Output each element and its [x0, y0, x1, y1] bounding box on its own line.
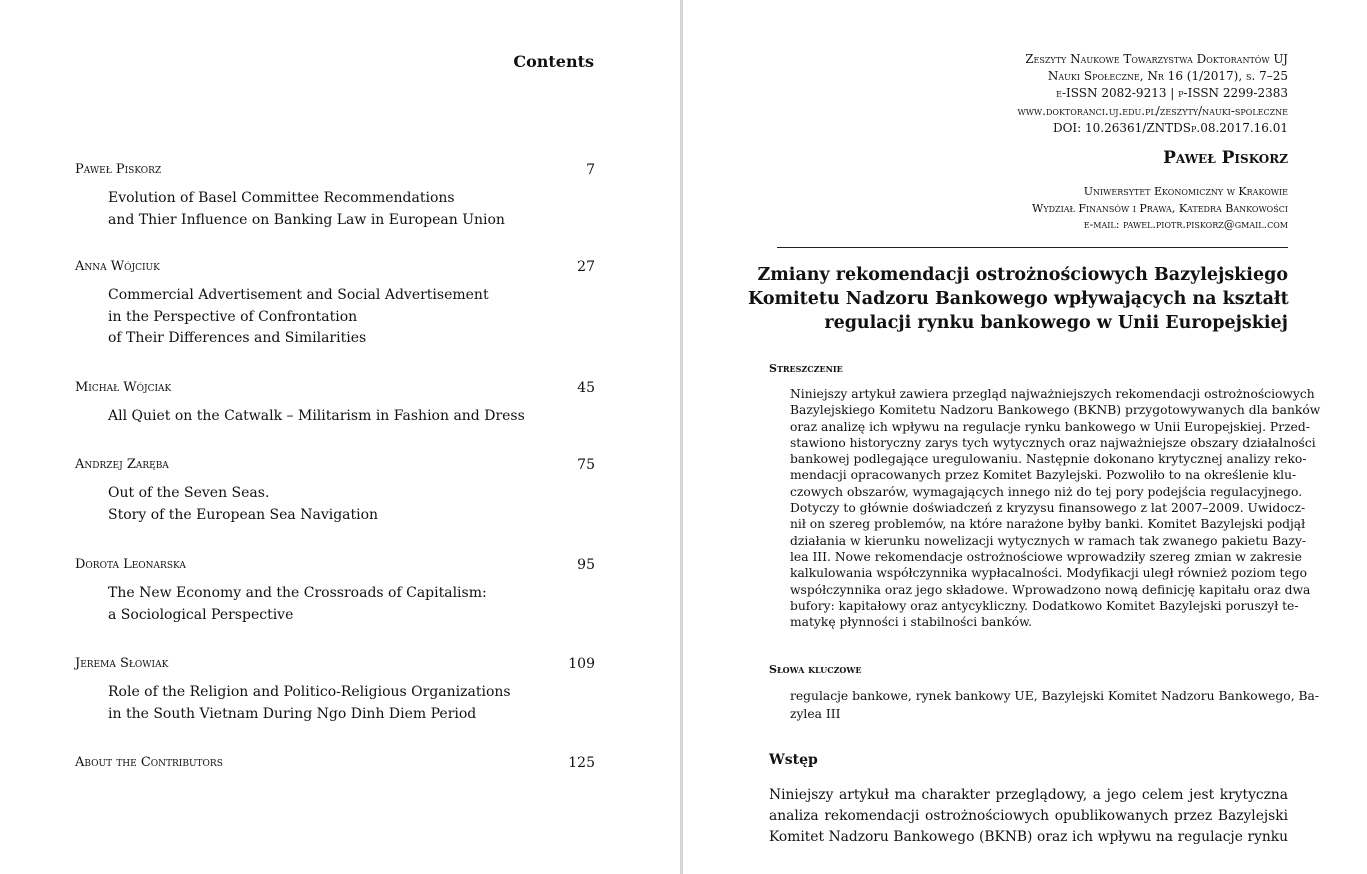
- toc-entry-page-number: 45: [577, 380, 595, 396]
- journal-header: [1017, 51, 1288, 137]
- article-page: [683, 0, 1367, 874]
- toc-entry-title-line: a Sociological Perspective: [108, 606, 294, 623]
- journal-url[interactable]: www.doktoranci.uj.edu.pl/zeszyty/nauki-spoleczne: [1017, 103, 1288, 118]
- introduction-text: [769, 785, 1288, 847]
- toc-entry-page-number: 125: [568, 755, 595, 771]
- introduction-line: Niniejszy artykuł ma charakter przeglądowy, a jego celem jest krytyczna: [769, 787, 1288, 803]
- abstract-line: Bazylejskiego Komitetu Nadzoru Bankowego (BKNB) przygotowywanych dla banków: [790, 403, 1321, 418]
- toc-entry[interactable]: [75, 160, 595, 231]
- abstract-line: matykę płynności i stabilności banków.: [790, 615, 1033, 630]
- abstract-line: współczynnika oraz jego składowe. Wprowadzono nową definicję kapitału oraz dwa: [790, 582, 1311, 597]
- journal-doi[interactable]: DOI: 10.26361/ZNTDSp.08.2017.16.01: [1052, 120, 1288, 135]
- article-title: [748, 264, 1288, 335]
- abstract-line: działania w kierunku nowelizacji wytycznych w ramach tak zwanego pakietu Bazy-: [790, 533, 1307, 548]
- toc-entry[interactable]: [75, 555, 595, 626]
- keywords-label: Słowa kluczowe: [769, 663, 862, 676]
- toc-entry-author: Andrzej Zaręba: [75, 457, 169, 472]
- abstract-label: Streszczenie: [769, 362, 843, 375]
- toc-entry-title: [108, 682, 595, 725]
- keywords-line: regulacje bankowe, rynek bankowy UE, Bazylejski Komitet Nadzoru Bankowego, Ba-: [790, 689, 1320, 703]
- toc-entry-title-line: in the South Vietnam During Ngo Dinh Diem Period: [108, 705, 477, 722]
- toc-entry-author: Michał Wójciak: [75, 380, 172, 395]
- toc-entry-title-line: of Their Differences and Similarities: [108, 330, 367, 346]
- toc-entry-page-number: 27: [577, 259, 595, 275]
- article-author: Paweł Piskorz: [1163, 148, 1288, 168]
- introduction-line: analiza rekomendacji ostrożnościowych opublikowanych przez Bazylejski: [769, 807, 1288, 824]
- abstract-line: lea III. Nowe rekomendacje ostrożnościowe wprowadziły szereg zmian w zakresie: [790, 549, 1302, 564]
- abstract-line: oraz analizę ich wpływu na regulacje rynku bankowego w Unii Europejskiej. Przed-: [790, 419, 1310, 434]
- introduction-heading: Wstęp: [769, 752, 818, 768]
- toc-entry-page-number: 95: [577, 557, 595, 573]
- toc-entry-title: [108, 406, 595, 428]
- toc-entry-title-line: Commercial Advertisement and Social Advertisement: [108, 287, 489, 303]
- abstract-line: bankowej podlegające uregulowaniu. Następnie dokonano krytycznej analizy reko-: [790, 452, 1307, 467]
- abstract-line: czowych obszarów, wymagających innego niż do tej pory podejścia regulacyjnego.: [790, 484, 1303, 499]
- toc-entry-title-line: Out of the Seven Seas.: [108, 485, 270, 501]
- toc-entry-author: Anna Wójciuk: [75, 259, 160, 274]
- toc-entry-author: Jerema Słowiak: [75, 656, 169, 671]
- toc-entry-author: Dorota Leonarska: [75, 557, 186, 572]
- toc-entry-title-line: All Quiet on the Catwalk – Militarism in Fashion and Dress: [108, 408, 525, 424]
- toc-entry-title-line: Story of the European Sea Navigation: [108, 506, 379, 523]
- toc-entry[interactable]: [75, 455, 595, 526]
- journal-issn: e-ISSN 2082-9213 | p-ISSN 2299-2383: [1056, 86, 1288, 101]
- abstract-line: kalkulowania współczynnika wypłacalności. Modyfikacji uległ również poziom tego: [790, 566, 1308, 581]
- affiliation-faculty: Wydział Finansów i Prawa, Katedra Bankowości: [1032, 201, 1288, 215]
- toc-entry-title-line: in the Perspective of Confrontation: [108, 308, 358, 325]
- toc-entry-page-number: 75: [577, 457, 595, 473]
- abstract-line: Dotyczy to głównie doświadczeń z kryzysu finansowego z lat 2007–2009. Uwidocz-: [790, 501, 1306, 516]
- toc-entry-page-number: 109: [568, 656, 595, 672]
- toc-entry[interactable]: [75, 654, 595, 725]
- toc-entry-title: [108, 583, 595, 626]
- contents-heading: Contents: [513, 52, 594, 71]
- journal-issue: Nauki Społeczne, Nr 16 (1/2017), s. 7–25: [1047, 69, 1288, 84]
- toc-entry-contributors[interactable]: [75, 753, 595, 773]
- abstract-text: [790, 386, 1321, 630]
- contents-page: [0, 0, 680, 874]
- toc-entry-author: About the Contributors: [75, 755, 223, 770]
- article-title-line: regulacji rynku bankowego w Unii Europejskiej: [824, 312, 1288, 333]
- toc-entry-author: Paweł Piskorz: [75, 162, 162, 177]
- journal-name: Zeszyty Naukowe Towarzystwa Doktorantów UJ: [1025, 52, 1288, 66]
- introduction-line: Komitet Nadzoru Bankowego (BKNB) oraz ich wpływu na regulacje rynku: [769, 828, 1288, 845]
- abstract-line: nił on szereg problemów, na które narażone byłby banki. Komitet Bazylejski podjął: [790, 517, 1306, 532]
- abstract-line: mendacji opracowanych przez Komitet Bazylejski. Pozwoliło to na określenie klu-: [790, 468, 1297, 483]
- abstract-line: bufory: kapitałowy oraz antycykliczny. Dodatkowo Komitet Bazylejski poruszył te-: [790, 598, 1299, 613]
- toc-entry-title: [108, 285, 595, 350]
- abstract-line: stawiono historyczny zarys tych wytycznych oraz najważniejsze obszary działalności: [790, 435, 1316, 450]
- toc-entry-title-line: Evolution of Basel Committee Recommendations: [108, 190, 455, 206]
- toc-entry[interactable]: [75, 378, 595, 428]
- header-divider: [777, 247, 1288, 248]
- toc-entry-title: [108, 483, 595, 526]
- toc-entry-title-line: and Thier Influence on Banking Law in European Union: [108, 211, 505, 228]
- author-affiliation: [1032, 184, 1288, 234]
- toc-entry-title-line: The New Economy and the Crossroads of Capitalism:: [108, 585, 487, 601]
- toc-entry[interactable]: [75, 257, 595, 350]
- keywords-line: zylea III: [790, 706, 841, 721]
- toc-entry-title-line: Role of the Religion and Politico-Religious Organizations: [108, 684, 511, 700]
- abstract-line: Niniejszy artykuł zawiera przegląd najważniejszych rekomendacji ostrożnościowych: [790, 387, 1315, 401]
- article-title-line: Komitetu Nadzoru Bankowego wpływających na kształt: [748, 288, 1289, 309]
- toc-entry-title: [108, 188, 595, 231]
- keywords-text: [790, 688, 1320, 723]
- article-title-line: Zmiany rekomendacji ostrożnościowych Bazylejskiego: [757, 265, 1288, 285]
- author-email[interactable]: e-mail: pawel.piotr.piskorz@gmail.com: [1083, 218, 1288, 231]
- toc-entry-page-number: 7: [586, 162, 595, 178]
- affiliation-university: Uniwersytet Ekonomiczny w Krakowie: [1083, 185, 1288, 198]
